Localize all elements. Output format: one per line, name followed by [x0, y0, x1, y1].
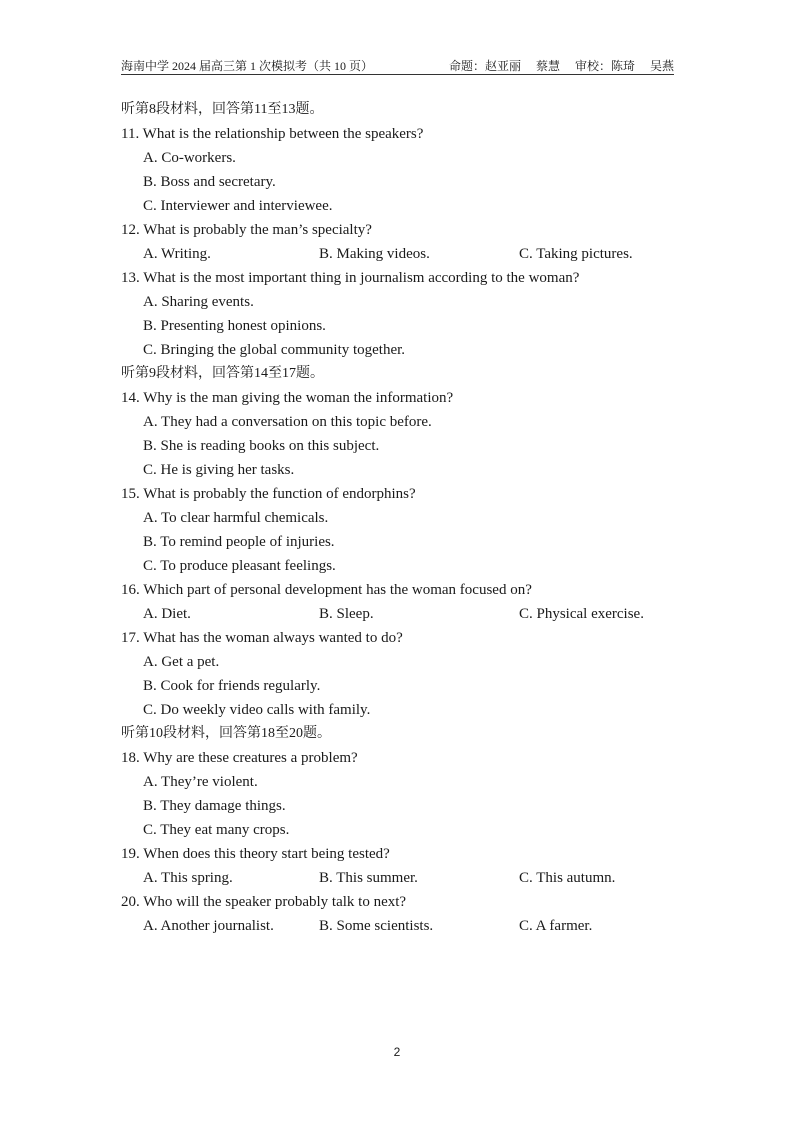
reviewer-name: 吴燕 — [649, 59, 674, 73]
question-stem: 16. Which part of personal development has the woman focused on? — [121, 582, 532, 598]
answer-option: A. Another journalist. — [143, 918, 274, 934]
question-stem: 13. What is the most important thing in journalism according to the woman? — [121, 270, 580, 286]
answer-option: B. Boss and secretary. — [143, 174, 276, 190]
answer-option: B. Presenting honest opinions. — [143, 318, 326, 334]
answer-option: C. Interviewer and interviewee. — [143, 198, 333, 214]
section-heading: 听第8段材料，回答第11至13题。 — [121, 102, 324, 117]
option-row — [121, 242, 681, 266]
answer-option: A. Get a pet. — [143, 654, 220, 670]
section-heading: 听第9段材料，回答第14至17题。 — [121, 366, 324, 381]
answer-option: C. This autumn. — [519, 870, 616, 886]
question-stem: 11. What is the relationship between the speakers? — [121, 126, 424, 142]
question-stem: 20. Who will the speaker probably talk to next? — [121, 894, 407, 910]
answer-option: A. Writing. — [143, 246, 211, 262]
answer-option: C. Bringing the global community together. — [143, 342, 406, 358]
page-number: 2 — [393, 1045, 401, 1059]
answer-option: A. They had a conversation on this topic before. — [143, 414, 432, 430]
answer-option: A. Sharing events. — [143, 294, 254, 310]
reviewers-label: 审校：陈琦 — [574, 59, 635, 73]
answer-option: A. Co-workers. — [143, 150, 236, 166]
answer-option: C. Taking pictures. — [519, 246, 633, 262]
authors-label: 命题：赵亚丽 — [448, 59, 521, 73]
answer-option: B. They damage things. — [143, 798, 286, 814]
exam-title: 海南中学 2024 届高三第 1 次模拟考（共 10 页） — [121, 59, 374, 73]
question-stem: 15. What is probably the function of endorphins? — [121, 486, 416, 502]
answer-option: A. This spring. — [143, 870, 233, 886]
answer-option: B. Cook for friends regularly. — [143, 678, 321, 694]
answer-option: A. They’re violent. — [143, 774, 258, 790]
section-heading: 听第10段材料，回答第18至20题。 — [121, 726, 331, 741]
answer-option: C. Physical exercise. — [519, 606, 644, 622]
exam-credits — [437, 58, 674, 74]
answer-option: A. To clear harmful chemicals. — [143, 510, 329, 526]
answer-option: C. A farmer. — [519, 918, 593, 934]
option-row — [121, 914, 681, 938]
answer-option: C. They eat many crops. — [143, 822, 290, 838]
question-stem: 17. What has the woman always wanted to do? — [121, 630, 403, 646]
option-row — [121, 602, 681, 626]
question-stem: 12. What is probably the man’s specialty? — [121, 222, 372, 238]
answer-option: C. To produce pleasant feelings. — [143, 558, 336, 574]
answer-option: B. Sleep. — [319, 606, 374, 622]
answer-option: B. To remind people of injuries. — [143, 534, 335, 550]
page-header — [121, 58, 674, 75]
question-stem: 14. Why is the man giving the woman the information? — [121, 390, 454, 406]
option-row — [121, 866, 681, 890]
question-stem: 19. When does this theory start being tested? — [121, 846, 390, 862]
answer-option: B. Some scientists. — [319, 918, 434, 934]
answer-option: B. She is reading books on this subject. — [143, 438, 380, 454]
answer-option: C. Do weekly video calls with family. — [143, 702, 371, 718]
answer-option: C. He is giving her tasks. — [143, 462, 295, 478]
author-name: 蔡慧 — [535, 59, 560, 73]
answer-option: A. Diet. — [143, 606, 191, 622]
answer-option: B. This summer. — [319, 870, 418, 886]
answer-option: B. Making videos. — [319, 246, 430, 262]
question-list — [121, 98, 681, 938]
question-stem: 18. Why are these creatures a problem? — [121, 750, 358, 766]
